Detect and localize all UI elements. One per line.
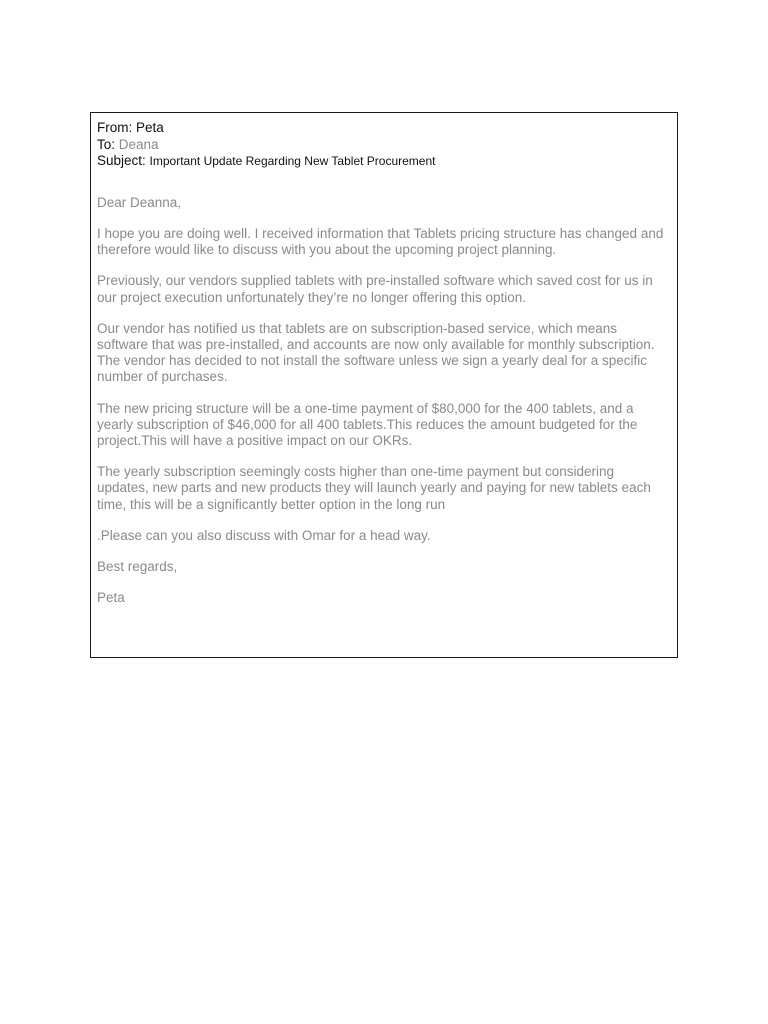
- salutation: Dear Deanna,: [97, 194, 182, 210]
- subject-line: [97, 153, 669, 170]
- body-paragraph-request: .Please can you also discuss with Omar for a head way.: [97, 527, 431, 543]
- body-paragraph-pricing: The new pricing structure will be a one-time payment of $80,000 for the 400 tablets, and a yearly subscription of $46,000 for all 400 tablets.This reduces the amount budgeted for the project.This will have a positive impact on our OKRs.: [97, 400, 638, 449]
- body-paragraph-vendor-notice: Our vendor has notified us that tablets are on subscription-based service, which means software that was pre-installed, and accounts are now only available for monthly subscription. The vendor has decided to not install the software unless we sign a yearly deal for a specific number of purchases.: [97, 320, 655, 385]
- from-label: From:: [97, 120, 133, 135]
- body-paragraph-intro: I hope you are doing well. I received information that Tablets pricing structure has changed and therefore would like to discuss with you about the upcoming project planning.: [97, 226, 664, 258]
- email-document: [90, 112, 678, 658]
- from-value: Peta: [136, 120, 164, 135]
- subject-value: Important Update Regarding New Tablet Procurement: [149, 154, 436, 168]
- closing: Best regards,: [97, 559, 178, 575]
- to-label: To:: [97, 136, 116, 152]
- from-line: [97, 120, 669, 137]
- body-paragraph-comparison: The yearly subscription seemingly costs higher than one-time payment but considering updates, new parts and new products they will launch yearly and paying for new tablets each time, this will be a significantly better option in the long run: [97, 464, 651, 512]
- to-line: [97, 137, 669, 154]
- body-paragraph-previous-vendors: Previously, our vendors supplied tablets with pre-installed software which saved cost for us in our project execution unfortunately they’re no longer offering this option.: [97, 273, 653, 305]
- subject-label: Subject:: [97, 153, 146, 168]
- signature: Peta: [97, 590, 125, 606]
- to-value: Deana: [118, 136, 159, 152]
